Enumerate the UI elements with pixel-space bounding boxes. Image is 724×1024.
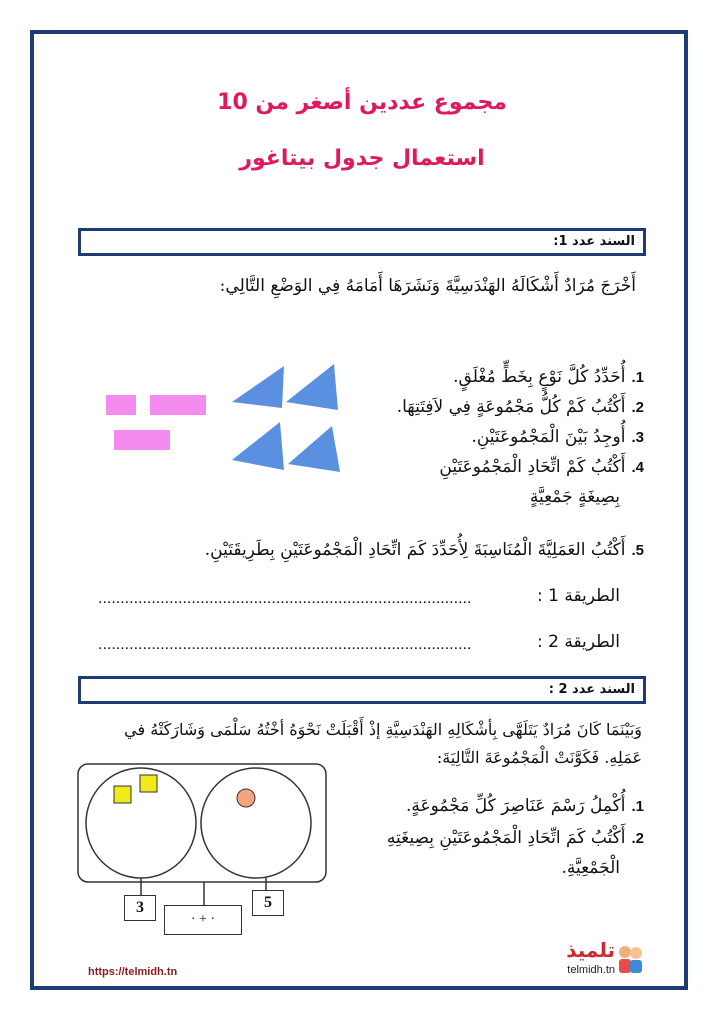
blue-triangle — [288, 426, 340, 472]
method-2-answer-line[interactable]: .................................................................................... — [98, 636, 472, 653]
yellow-square — [114, 786, 131, 803]
question-3: 3.أُوجِدُ بَيْنَ الْمَجْمُوعَتَيْنِ. — [471, 427, 644, 447]
right-set-circle — [201, 768, 311, 878]
method-2-label: الطريقة 2 : — [536, 632, 620, 652]
section2-header: السند عدد 2 : — [548, 682, 635, 697]
blue-triangle — [232, 366, 284, 408]
section1-header: السند عدد 1: — [553, 234, 635, 249]
blue-triangle — [232, 422, 284, 470]
logo-arabic-text: تلميذ — [566, 938, 615, 962]
method-1-label: الطريقة 1 : — [536, 586, 620, 606]
union-sum-label[interactable]: · + · — [164, 905, 242, 935]
section2-intro-line2: عَمَلِهِ. فَكَوَّنَتْ الْمَجْمُوعَةَ التَّالِيَةَ: — [436, 748, 642, 767]
question-2: 2.أَكْتُبُ كَمْ كُلُّ مَجْمُوعَةٍ فِي لاَفِتَتِهَا. — [396, 397, 644, 417]
footer-url[interactable]: https://telmidh.tn — [88, 966, 178, 978]
page-subtitle: استعمال جدول بيتاغور — [239, 146, 485, 171]
triangles-group — [228, 360, 348, 480]
question-4-continuation: بِصِيغَةٍ جَمْعِيَّةٍ — [529, 487, 620, 507]
logo-latin-text: telmidh.tn — [567, 964, 615, 976]
section2-question-2: 2.أَكْتُبُ كَمَ اتِّحَادِ الْمَجْمُوعَتَيْنِ بِصِيغَتِهِ — [386, 828, 644, 848]
section1-header-box — [78, 228, 646, 256]
section1-intro: أَخْرَجَ مُرَادٌ أَشْكَالَهُ الهَنْدَسِيَّةَ وَنَشَرَهَا أَمَامَهُ فِي الوَضْعِ التَّالِي: — [219, 276, 636, 296]
section2-header-box — [78, 676, 646, 704]
pink-rectangle — [150, 395, 206, 415]
orange-circle — [237, 789, 255, 807]
universe-rectangle — [78, 764, 326, 882]
question-5: 5.أَكْتُبُ العَمَلِيَّةَ الْمُنَاسِبَةَ لِأُحَدِّدَ كَمَ اتِّحَادِ الْمَجْمُوعَتَيْنِ بِطَرِيقَتَيْنِ. — [204, 540, 644, 560]
pink-rectangle — [114, 430, 170, 450]
section2-question-2-continuation: الْجَمْعِيَّةِ. — [561, 858, 620, 878]
section2-intro-line1: وَبَيْنَمَا كَانَ مُرَادٌ يَتَلَهَّى بِأشْكَالِهِ الهَنْدَسِيَّةِ إذْ أَقْبَلَتْ نَحْوَهُ أخْتُهُ سَلْمَى وَشَارَكَتْهُ في — [124, 720, 642, 739]
yellow-square — [140, 775, 157, 792]
page-title: مجموع عددين أصغر من 10 — [217, 90, 507, 115]
method-1-answer-line[interactable]: .................................................................................... — [98, 590, 472, 607]
blue-triangle — [286, 364, 338, 410]
pink-rectangle — [106, 395, 136, 415]
telmidh-logo — [528, 938, 643, 980]
section2-question-1: 1.أُكْمِلُ رَسْمَ عَنَاصِرَ كُلِّ مَجْمُوعَةٍ. — [405, 796, 644, 816]
kids-icon — [617, 944, 643, 976]
question-4: 4.أَكْتُبُ كَمْ اتِّحَادِ الْمَجْمُوعَتَيْنِ — [439, 457, 644, 477]
question-1: 1.أُحَدِّدُ كُلَّ نَوْعٍ بِخَطٍّ مُغْلَقٍ. — [453, 367, 644, 387]
right-set-count-label[interactable]: 5 — [252, 890, 284, 916]
left-set-count-label[interactable]: 3 — [124, 895, 156, 921]
